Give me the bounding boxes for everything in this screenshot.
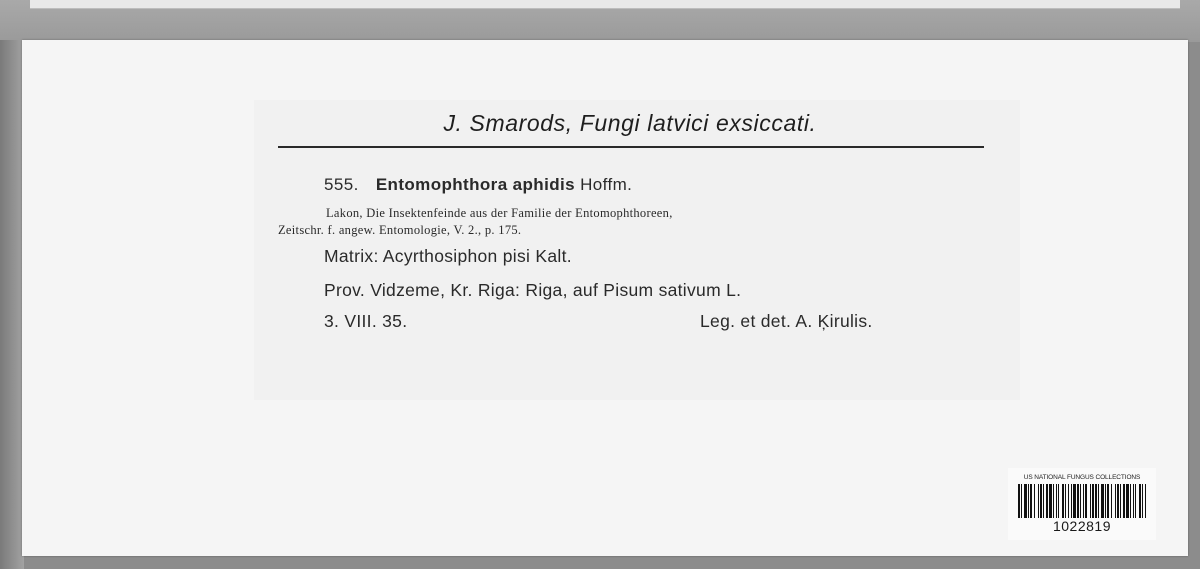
barcode-bar [1095, 484, 1097, 518]
title-rule [278, 146, 984, 148]
barcode-bar [1083, 484, 1084, 518]
barcode-bar [1038, 484, 1039, 518]
barcode-bar [1105, 484, 1106, 518]
barcode-bar [1090, 484, 1091, 518]
barcode-bar [1123, 484, 1125, 518]
specimen-label [254, 100, 1020, 400]
reference-line-1: Lakon, Die Insektenfeinde aus der Familie der Entomophthoreen, [326, 206, 673, 220]
barcode-bar [1107, 484, 1109, 518]
taxon-name: Entomophthora aphidis [375, 175, 575, 194]
specimen-entry [324, 175, 632, 195]
top-strip [0, 0, 1200, 42]
barcode-bar [1021, 484, 1022, 518]
herbarium-sheet [22, 40, 1188, 556]
barcode-bar [1071, 484, 1072, 518]
barcode-bar [1077, 484, 1079, 518]
barcode-bar [1028, 484, 1029, 518]
barcode-bar [1145, 484, 1146, 518]
collection-date: 3. VIII. 35. [324, 311, 408, 331]
barcode-bar [1040, 484, 1042, 518]
barcode-bar [1034, 484, 1035, 518]
collector-line: Leg. et det. A. Ķirulis. [700, 311, 873, 331]
barcode-bar [1120, 484, 1121, 518]
barcode-bar [1058, 484, 1059, 518]
barcode-bar [1142, 484, 1143, 518]
barcode-bar [1135, 484, 1136, 518]
barcode-bar [1101, 484, 1104, 518]
locality-line: Prov. Vidzeme, Kr. Riga: Riga, auf Pisum sativum L. [324, 280, 742, 300]
specimen-number: 555. [324, 175, 359, 194]
barcode-label [1008, 468, 1156, 540]
barcode-bar [1133, 484, 1134, 518]
barcode-bar [1049, 484, 1052, 518]
adjacent-sheet-edge [30, 0, 1180, 9]
barcode-bar [1018, 484, 1020, 518]
barcode-bar [1030, 484, 1032, 518]
barcode-number: 1022819 [1052, 518, 1111, 534]
barcode-institution: US NATIONAL FUNGUS COLLECTIONS [1023, 474, 1141, 481]
barcode-bar [1111, 484, 1112, 518]
barcode-bar [1117, 484, 1119, 518]
barcode-bar [1139, 484, 1141, 518]
barcode-bar [1130, 484, 1131, 518]
barcode-bar [1056, 484, 1057, 518]
barcode-bar [1053, 484, 1054, 518]
barcode-bars [1018, 484, 1146, 518]
barcode-bar [1043, 484, 1044, 518]
barcode-bar [1024, 484, 1027, 518]
barcode-bar [1068, 484, 1069, 518]
barcode-bar [1092, 484, 1094, 518]
barcode-bar [1126, 484, 1129, 518]
barcode-bar [1080, 484, 1081, 518]
matrix-line: Matrix: Acyrthosiphon pisi Kalt. [324, 246, 572, 266]
left-edge-shadow [0, 40, 24, 569]
barcode-bar [1046, 484, 1048, 518]
barcode-bar [1073, 484, 1076, 518]
reference-line-2: Zeitschr. f. angew. Entomologie, V. 2., p. 175. [278, 223, 522, 237]
barcode-bar [1062, 484, 1064, 518]
taxon-author: Hoffm. [580, 175, 633, 194]
barcode-bar [1065, 484, 1066, 518]
barcode-bar [1115, 484, 1116, 518]
label-title: J. Smarods, Fungi latvici exsiccati. [443, 110, 817, 136]
barcode-bar [1085, 484, 1087, 518]
barcode-bar [1098, 484, 1099, 518]
